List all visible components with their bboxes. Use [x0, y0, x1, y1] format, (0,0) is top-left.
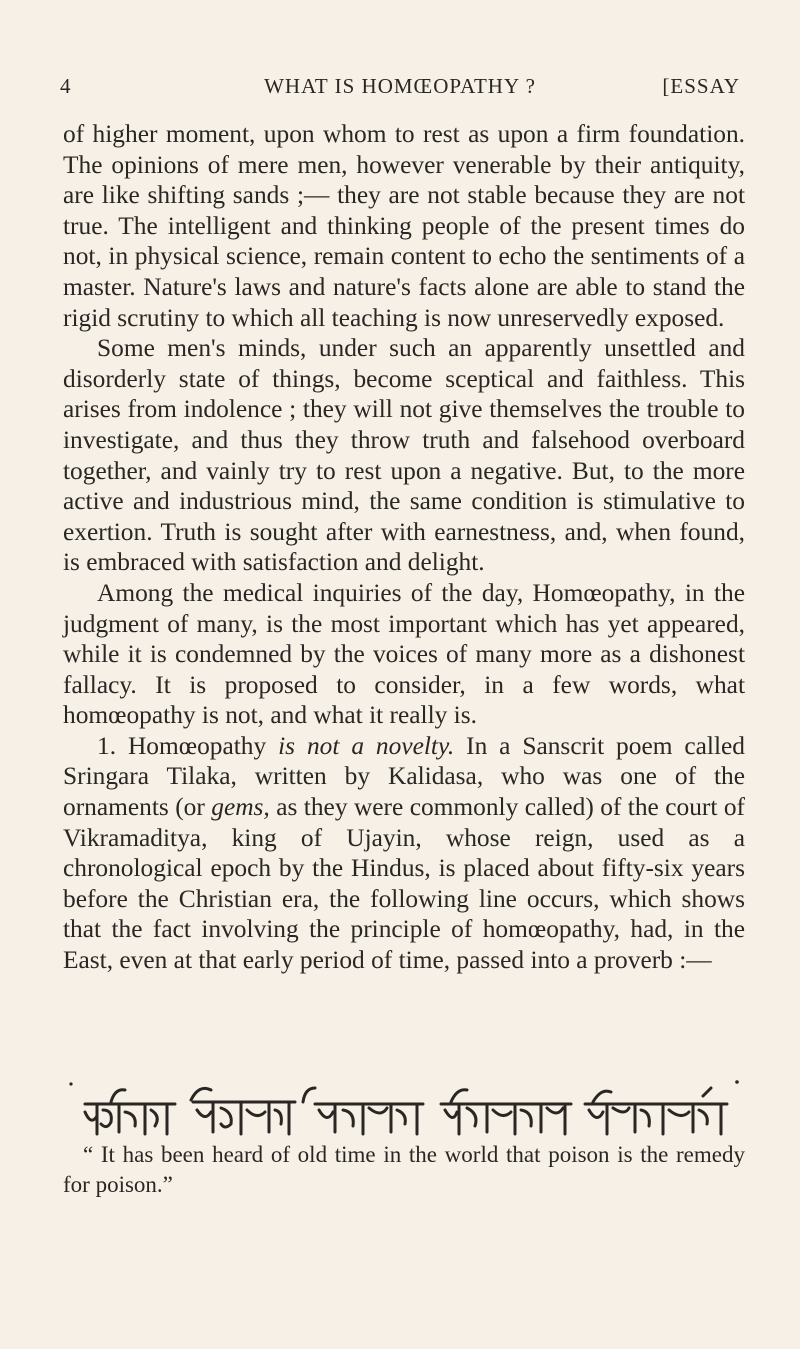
section-number: 1.	[97, 731, 117, 760]
sanskrit-line	[63, 1076, 745, 1144]
translation	[63, 1140, 745, 1200]
paragraph-4-text-a: In a Sanscrit poem called Sringara Tilaka, written by Kalidasa, who was one of the ornaments (or	[63, 731, 745, 822]
paragraph-1: of higher moment, upon whom to rest as upon a firm foundation. The opinions of mere men, however venerable by their antiquity, are like shifting sands ;— they are not stable because they are not true. The intelligent and thinking people of the present times do not, in physical science, remain content to echo the sentiments of a master. Nature's laws and nature's facts alone are able to stand the rigid scrutiny to which all teaching is now unreservedly exposed.	[63, 120, 745, 332]
paragraph-4-text-b: as they were commonly called) of the court of Vikramaditya, king of Ujayin, whose reign, used as a chronological epoch by the Hindus, is placed about fifty-six years before the Christian era, the following line occurs, which shows that the fact involving the principle of homœopathy, had, in the East, even at that early period of time, passed into a proverb :—	[63, 793, 745, 975]
section-label: [ESSAY	[662, 74, 740, 98]
translation-text: “ It has been heard of old time in the world that poison is the remedy for poison.”	[63, 1142, 745, 1197]
sanskrit-line-graphic	[63, 1076, 745, 1144]
body-text	[63, 119, 745, 976]
paragraph-4	[63, 731, 745, 976]
running-title: WHAT IS HOMŒOPATHY ?	[264, 74, 536, 98]
running-head	[60, 74, 740, 110]
section-heading-italic: is not a novelty.	[278, 731, 455, 760]
section-lead: Homœopathy	[127, 731, 267, 760]
paragraph-3: Among the medical inquiries of the day, Homœopathy, in the judgment of many, is the most important which has yet appeared, while it is condemned by the voices of many more as a dishonest fallacy. It is proposed to consider, in a few words, what homœopathy is not, and what it really is.	[63, 578, 745, 730]
gems-italic: gems,	[211, 793, 270, 822]
page-number: 4	[60, 74, 72, 98]
paragraph-2: Some men's minds, under such an apparently unsettled and disorderly state of things, become sceptical and faithless. This arises from indolence ; they will not give themselves the trouble to investigate, and thus they throw truth and falsehood overboard together, and vainly try to rest upon a negative. But, to the more active and industrious mind, the same condition is stimulative to exertion. Truth is sought after with earnestness, and, when found, is embraced with satisfaction and delight.	[63, 334, 745, 577]
